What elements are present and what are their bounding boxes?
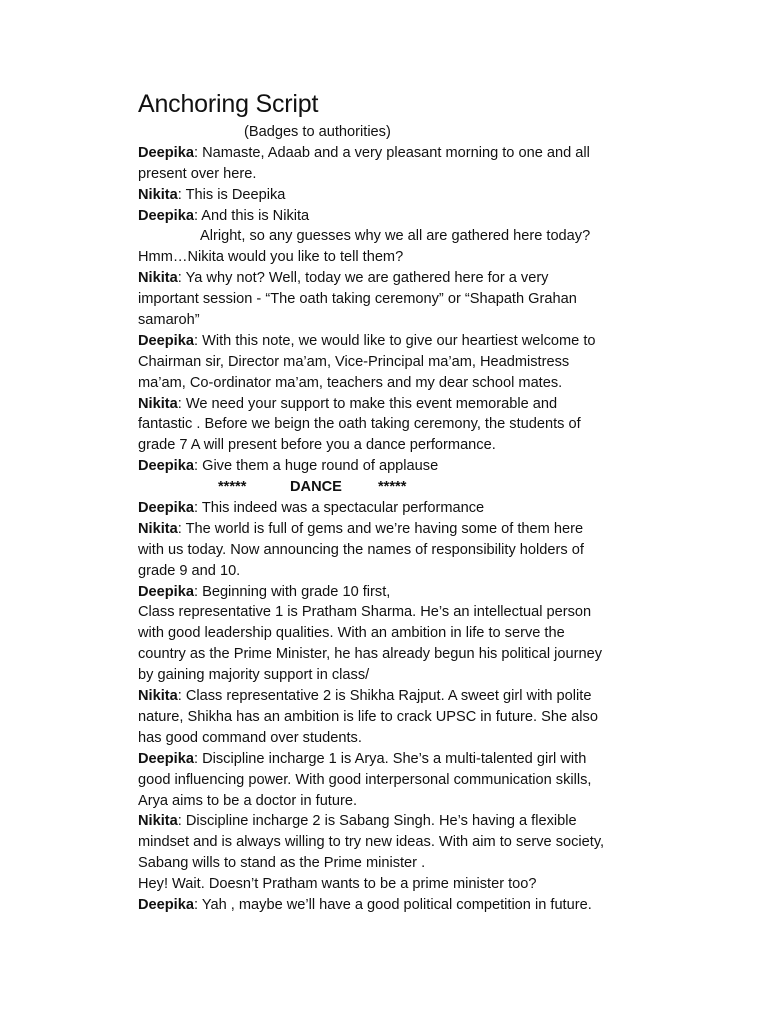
line-text: nature, Shikha has an ambition is life to crack UPSC in future. She also: [138, 708, 598, 725]
speaker-name: Nikita: [138, 688, 178, 705]
line-text: Arya aims to be a doctor in future.: [138, 792, 358, 809]
script-line: [138, 143, 638, 164]
line-text: has good command over students.: [138, 729, 362, 746]
line-text: Chairman sir, Director ma’am, Vice-Principal ma’am, Headmistress: [138, 353, 570, 370]
line-text: : This is Deepika: [177, 186, 286, 203]
script-line: [138, 791, 638, 812]
speaker-name: Deepika: [138, 207, 194, 224]
line-text: : Yah , maybe we’ll have a good political competition in future.: [193, 896, 592, 913]
speaker-name: Nikita: [138, 395, 178, 412]
document-page: [138, 88, 638, 916]
script-line: [138, 352, 638, 373]
line-text: mindset and is always willing to try new ideas. With aim to serve society,: [138, 834, 605, 851]
script-line: [138, 540, 638, 561]
script-line: [138, 331, 638, 352]
script-line: [138, 686, 638, 707]
script-line: [138, 832, 638, 853]
script-line: [138, 373, 638, 394]
line-text: : Discipline incharge 1 is Arya. She’s a multi-talented girl with: [193, 750, 587, 767]
line-text: Class representative 1 is Pratham Sharma. He’s an intellectual person: [138, 604, 592, 621]
script-line: [138, 582, 638, 603]
script-part-1: [138, 143, 638, 477]
script-line: [138, 268, 638, 289]
line-text: : Namaste, Adaab and a very pleasant morning to one and all: [193, 144, 590, 161]
speaker-name: Deepika: [138, 750, 194, 767]
line-text: grade 7 A will present before you a dance performance.: [138, 437, 496, 454]
script-line: [138, 770, 638, 791]
script-line: [138, 289, 638, 310]
script-line: [138, 602, 638, 623]
speaker-name: Deepika: [138, 583, 194, 600]
line-text: present over here.: [138, 165, 257, 182]
script-part-2: [138, 498, 638, 916]
line-text: : This indeed was a spectacular performance: [193, 500, 485, 517]
line-text: : Ya why not? Well, today we are gathered here for a very: [177, 270, 549, 287]
speaker-name: Deepika: [138, 144, 194, 161]
speaker-name: Nikita: [138, 186, 178, 203]
script-line: [138, 874, 638, 895]
line-text: : Class representative 2 is Shikha Rajput. A sweet girl with polite: [177, 688, 592, 705]
script-line: [138, 853, 638, 874]
script-line: [138, 895, 638, 916]
speaker-name: Deepika: [138, 896, 194, 913]
dance-stars-left: *****: [218, 479, 247, 496]
script-line: [138, 435, 638, 456]
line-text: : With this note, we would like to give our heartiest welcome to: [193, 332, 596, 349]
speaker-name: Nikita: [138, 270, 178, 287]
script-line: [138, 394, 638, 415]
script-line: [138, 164, 638, 185]
script-line: [138, 561, 638, 582]
script-line: [138, 749, 638, 770]
speaker-name: Deepika: [138, 458, 194, 475]
line-text: Hmm…Nikita would you like to tell them?: [138, 249, 404, 266]
line-text: : And this is Nikita: [193, 207, 310, 224]
line-text: : We need your support to make this event memorable and: [177, 395, 558, 412]
line-text: fantastic . Before we beign the oath taking ceremony, the students of: [138, 416, 581, 433]
speaker-name: Deepika: [138, 332, 194, 349]
line-text: samaroh”: [138, 312, 200, 329]
line-text: Sabang wills to stand as the Prime minister .: [138, 855, 426, 872]
script-body: [138, 122, 638, 916]
subtitle: (Badges to authorities): [244, 124, 391, 140]
script-line: [138, 519, 638, 540]
line-text: Alright, so any guesses why we all are gathered here today?: [200, 228, 591, 245]
line-text: good influencing power. With good interpersonal communication skills,: [138, 771, 592, 788]
script-line: [138, 498, 638, 519]
line-text: Hey! Wait. Doesn’t Pratham wants to be a prime minister too?: [138, 876, 537, 893]
script-line: [138, 707, 638, 728]
line-text: : Give them a huge round of applause: [193, 458, 439, 475]
script-line: [138, 456, 638, 477]
line-text: by gaining majority support in class/: [138, 667, 370, 684]
speaker-name: Deepika: [138, 500, 194, 517]
dance-divider: [138, 477, 638, 498]
line-text: with good leadership qualities. With an ambition in life to serve the: [138, 625, 565, 642]
script-line: [138, 310, 638, 331]
speaker-name: Nikita: [138, 813, 178, 830]
script-line: [138, 247, 638, 268]
document-title: Anchoring Script: [138, 90, 319, 118]
line-text: : Discipline incharge 2 is Sabang Singh. He’s having a flexible: [177, 813, 577, 830]
line-text: : The world is full of gems and we’re having some of them here: [177, 520, 584, 537]
line-text: : Beginning with grade 10 first,: [193, 583, 391, 600]
script-line: [138, 414, 638, 435]
script-line: [138, 226, 638, 247]
line-text: country as the Prime Minister, he has already begun his political journey: [138, 646, 602, 663]
dance-stars-right: *****: [378, 479, 407, 496]
line-text: with us today. Now announcing the names of responsibility holders of: [138, 541, 584, 558]
script-line: [138, 206, 638, 227]
script-line: [138, 728, 638, 749]
speaker-name: Nikita: [138, 520, 178, 537]
script-line: [138, 623, 638, 644]
line-text: grade 9 and 10.: [138, 562, 241, 579]
script-line: [138, 644, 638, 665]
script-line: [138, 185, 638, 206]
script-line: [138, 665, 638, 686]
line-text: ma’am, Co-ordinator ma’am, teachers and my dear school mates.: [138, 374, 563, 391]
dance-label: DANCE: [290, 479, 342, 496]
line-text: important session - “The oath taking ceremony” or “Shapath Grahan: [138, 291, 577, 308]
script-line: [138, 811, 638, 832]
